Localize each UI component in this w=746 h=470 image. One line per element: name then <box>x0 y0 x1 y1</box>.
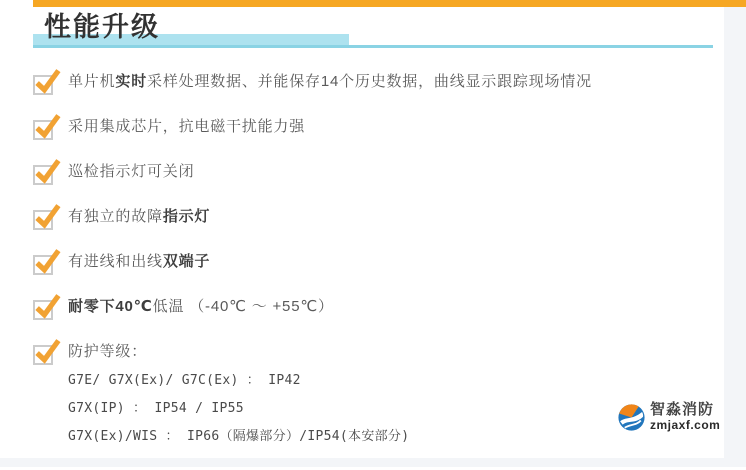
feature-item <box>33 117 706 137</box>
feature-text-segment: 单片机 <box>68 73 116 90</box>
top-accent-bar <box>33 0 746 7</box>
feature-item <box>33 342 706 445</box>
feature-text-segment: 采用集成芯片，抗电磁干扰能力强 <box>68 118 306 135</box>
brand-logo <box>618 402 720 432</box>
logo-domain: zmjaxf.com <box>650 418 721 432</box>
feature-text <box>68 163 194 180</box>
feature-text <box>68 118 305 135</box>
feature-text <box>68 208 210 225</box>
zm-logo-icon <box>618 404 645 431</box>
feature-text-segment: 双端子 <box>162 253 211 270</box>
protection-detail-lines <box>68 373 706 445</box>
feature-text-segment: 有独立的故障 <box>68 208 163 225</box>
feature-text-segment: 防护等级： <box>68 343 148 360</box>
feature-text-segment: 耐零下40℃ <box>68 298 153 315</box>
protection-detail-line: G7E/ G7X(Ex)/ G7C(Ex) ： IP42 <box>68 373 301 388</box>
feature-text-segment: 指示灯 <box>162 208 211 225</box>
check-icon <box>33 255 53 275</box>
logo-text <box>650 402 720 432</box>
section-header <box>33 11 713 48</box>
feature-text <box>68 253 210 270</box>
feature-text <box>68 298 334 315</box>
feature-text-segment: 有进线和出线 <box>68 253 163 270</box>
right-edge-band <box>724 0 746 467</box>
feature-item <box>33 252 706 272</box>
title-highlight <box>33 11 349 48</box>
protection-detail-line: G7X(IP) ： IP54 / IP55 <box>68 401 244 416</box>
feature-text-segment: 巡检指示灯可关闭 <box>68 163 195 180</box>
feature-item <box>33 72 706 92</box>
check-icon <box>33 300 53 320</box>
feature-text-segment: 实时 <box>115 73 148 90</box>
feature-item <box>33 297 706 317</box>
feature-item <box>33 162 706 182</box>
page-title: 性能升级 <box>44 12 160 42</box>
feature-text <box>68 73 592 90</box>
title-underline <box>349 45 713 48</box>
check-icon <box>33 345 53 365</box>
feature-list <box>33 72 706 470</box>
check-icon <box>33 75 53 95</box>
check-icon <box>33 210 53 230</box>
feature-text <box>68 343 147 360</box>
feature-item <box>33 207 706 227</box>
check-icon <box>33 165 53 185</box>
feature-text-segment: 采样处理数据、并能保存14个历史数据，曲线显示跟踪现场情况 <box>147 73 592 90</box>
feature-text-segment: （-40℃ ～ +55℃） <box>189 298 334 315</box>
protection-detail-line: G7X(Ex)/WIS ： IP66（隔爆部分）/IP54(本安部分) <box>68 429 410 444</box>
check-icon <box>33 120 53 140</box>
logo-name: 智淼消防 <box>650 401 715 418</box>
feature-text-segment: 低温 <box>152 298 190 315</box>
